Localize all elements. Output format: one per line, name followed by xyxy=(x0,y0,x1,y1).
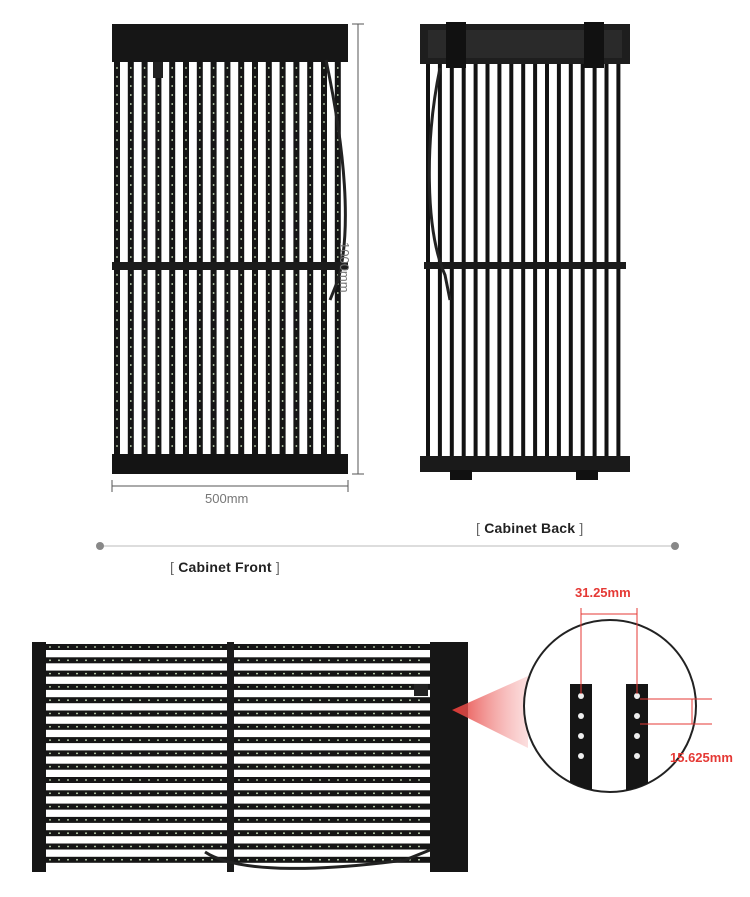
front-led-strip xyxy=(293,62,299,454)
pitch-vertical-label: 15.625mm xyxy=(670,750,733,765)
back-strip-bar xyxy=(581,64,585,456)
horizontal-led-strip xyxy=(44,697,430,703)
cabinet-front-image xyxy=(112,24,348,474)
back-bracket-right xyxy=(584,22,604,68)
front-led-strip xyxy=(252,62,258,454)
back-strip-bar xyxy=(462,64,466,456)
back-strip-bar xyxy=(533,64,537,456)
back-strip-bar xyxy=(545,64,549,456)
cabinet-back-caption: [ Cabinet Back ] xyxy=(476,520,584,536)
front-led-strip xyxy=(211,62,217,454)
front-connector xyxy=(153,62,163,78)
back-strip-bar xyxy=(616,64,620,456)
horizontal-led-strip xyxy=(44,644,430,650)
back-strip-bar xyxy=(450,64,454,456)
horizontal-led-strip xyxy=(44,657,430,663)
horizontal-led-strip xyxy=(44,857,430,863)
front-led-strip xyxy=(307,62,313,454)
back-strip-bar xyxy=(605,64,609,456)
front-led-strip xyxy=(266,62,272,454)
front-led-strip xyxy=(183,62,189,454)
horizontal-led-strip xyxy=(44,804,430,810)
back-strip-bar xyxy=(486,64,490,456)
back-bottom-rail xyxy=(420,456,630,472)
horizontal-led-strip xyxy=(44,750,430,756)
back-strip-bar xyxy=(569,64,573,456)
cabinet-horizontal-image xyxy=(32,642,468,872)
front-bottom-rail xyxy=(112,454,348,474)
back-strip-bar xyxy=(593,64,597,456)
back-strip-bar xyxy=(497,64,501,456)
front-led-strip xyxy=(142,62,148,454)
front-led-strip xyxy=(321,62,327,454)
detail-zoom-circle xyxy=(524,608,712,824)
horizontal-side-header xyxy=(430,642,468,872)
horizontal-led-strip xyxy=(44,737,430,743)
horizontal-led-strip xyxy=(44,777,430,783)
horizontal-led-strip xyxy=(44,844,430,850)
width-dimension-label: 500mm xyxy=(205,491,249,506)
front-middle-rail xyxy=(112,262,348,270)
front-led-strip xyxy=(128,62,134,454)
cabinet-front-caption: [ Cabinet Front ] xyxy=(170,559,280,575)
back-strip-bar xyxy=(509,64,513,456)
front-led-strip xyxy=(114,62,120,454)
horizontal-led-strip xyxy=(44,671,430,677)
front-led-strip xyxy=(224,62,230,454)
back-strip-bar xyxy=(426,64,430,456)
horizontal-led-strip xyxy=(44,817,430,823)
front-led-strip xyxy=(238,62,244,454)
horizontal-led-strip xyxy=(44,790,430,796)
front-top-header xyxy=(112,24,348,62)
back-strip-bar xyxy=(474,64,478,456)
back-strip-bar xyxy=(521,64,525,456)
back-bracket-left xyxy=(446,22,466,68)
horizontal-led-strip xyxy=(44,711,430,717)
section-divider xyxy=(96,542,679,550)
front-led-strip xyxy=(155,62,161,454)
height-dimension-label: 1000mm xyxy=(337,242,352,293)
front-led-strip xyxy=(197,62,203,454)
horizontal-led-strip xyxy=(44,684,430,690)
pitch-horizontal-label: 31.25mm xyxy=(575,585,631,600)
front-led-strip xyxy=(280,62,286,454)
back-strip-bar xyxy=(557,64,561,456)
horizontal-led-strip xyxy=(44,830,430,836)
cabinet-back-image xyxy=(420,22,630,480)
front-led-strip xyxy=(169,62,175,454)
horizontal-led-strip xyxy=(44,764,430,770)
horizontal-led-strip xyxy=(44,724,430,730)
